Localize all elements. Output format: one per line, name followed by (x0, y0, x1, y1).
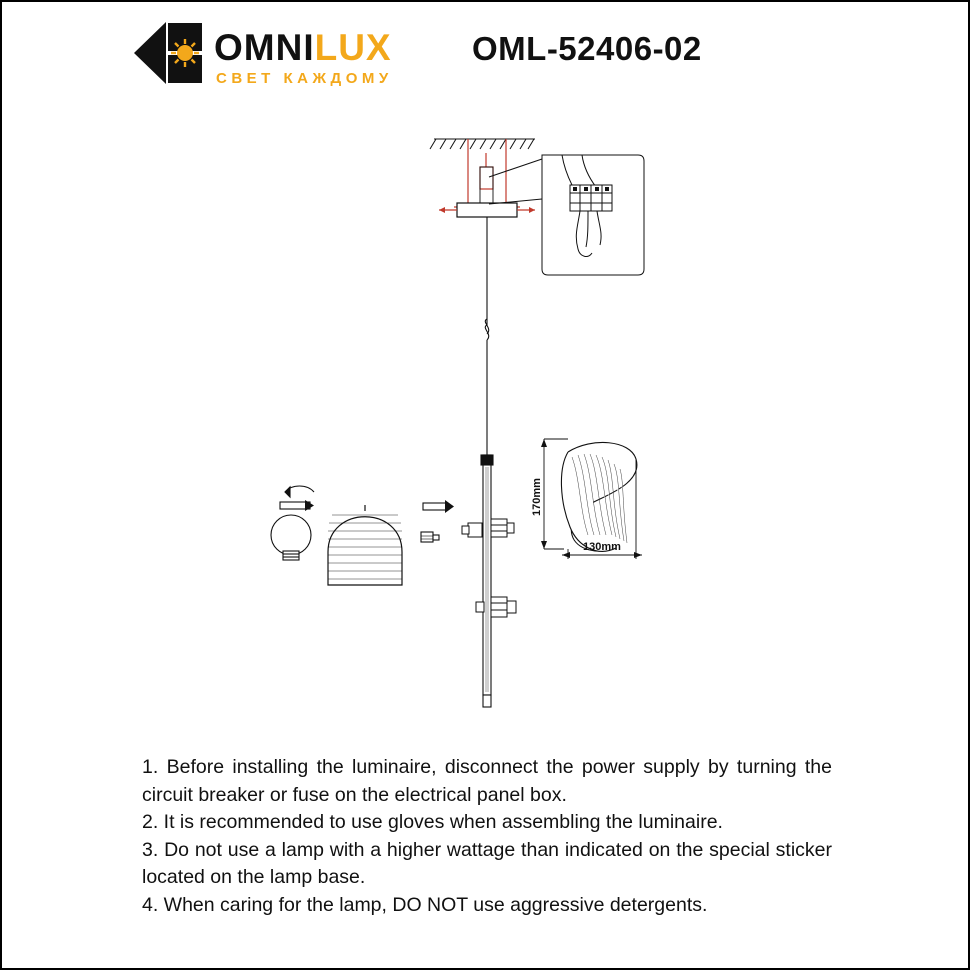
brand-wordmark (214, 28, 392, 68)
omnilux-arrow-sun-logo-icon (132, 20, 204, 86)
rotate-arrow-symbol (280, 486, 314, 511)
pendant-luminaire-installation-diagram (2, 107, 970, 737)
lamp-shade-dome (328, 505, 402, 585)
dimension-width-label: 130mm (583, 541, 621, 553)
lamp-socket-bracket-lower (476, 597, 516, 617)
dimension-height-label: 170mm (531, 478, 543, 516)
instruction-item-2: 2. It is recommended to use gloves when assembling the luminaire. (142, 811, 723, 833)
ceiling-hatching (430, 139, 535, 149)
header (2, 2, 970, 107)
brand-tagline: СВЕТ КАЖДОМУ (216, 70, 393, 87)
brand-name-omni: OMNI (214, 27, 315, 68)
spiral-shade-product-view (561, 442, 636, 551)
ceiling-mounting-bracket (454, 139, 520, 207)
assembly-direction-arrow (421, 500, 454, 542)
instruction-item-4: 4. When caring for the lamp, DO NOT use aggressive detergents. (142, 893, 708, 916)
brand-name-lux: LUX (314, 27, 392, 68)
instructions-list (142, 754, 832, 919)
suspension-rod (481, 455, 493, 707)
instruction-item-3: 3. Do not use a lamp with a higher wattage than indicated on the special sticker located on the lamp base. (142, 838, 832, 888)
lamp-bulb (271, 515, 311, 560)
brand-logo (132, 14, 452, 94)
model-code: OML-52406-02 (472, 30, 702, 67)
instruction-item-1: 1. Before installing the luminaire, disconnect the power supply by turning the circuit breaker or fuse on the electrical panel box. (142, 756, 832, 806)
